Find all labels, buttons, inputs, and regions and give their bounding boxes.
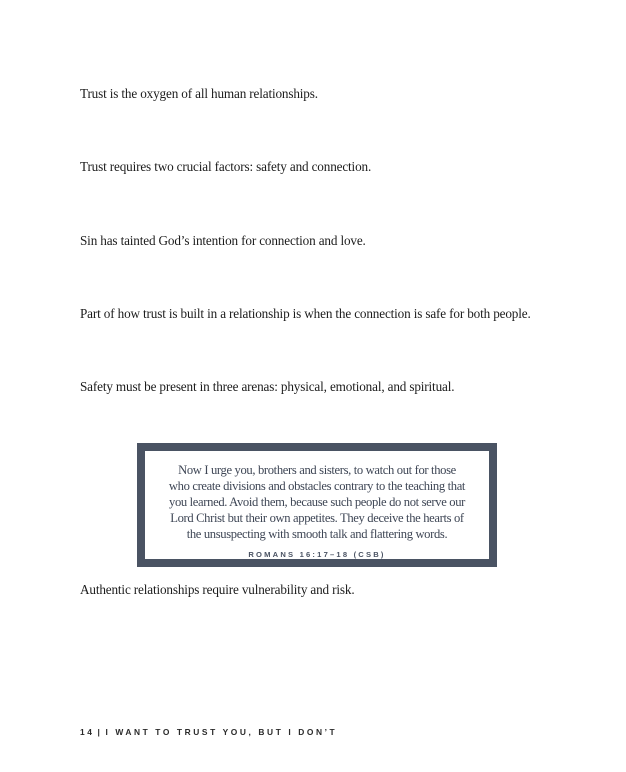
page-footer	[80, 727, 337, 737]
scripture-quote-line: Now I urge you, brothers and sisters, to watch out for those	[178, 463, 456, 477]
page-number: 14	[80, 727, 95, 737]
paragraph-authentic-relationships: Authentic relationships require vulnerability and risk.	[80, 582, 355, 597]
paragraph-sin-tainted: Sin has tainted God’s intention for connection and love.	[80, 233, 366, 248]
scripture-reference: ROMANS 16:17–18 (CSB)	[248, 550, 386, 559]
paragraph-trust-built: Part of how trust is built in a relationship is when the connection is safe for both people.	[80, 306, 531, 321]
scripture-quote-box	[137, 443, 497, 567]
book-title: I WANT TO TRUST YOU, BUT I DON’T	[105, 727, 338, 737]
paragraph-trust-factors: Trust requires two crucial factors: safety and connection.	[80, 159, 372, 174]
paragraph-safety-arenas: Safety must be present in three arenas: physical, emotional, and spiritual.	[80, 379, 455, 394]
scripture-quote-line: who create divisions and obstacles contrary to the teaching that	[168, 479, 466, 493]
scripture-quote-line: you learned. Avoid them, because such people do not serve our	[169, 495, 465, 509]
scripture-quote-inner	[145, 451, 489, 559]
scripture-quote-line: the unsuspecting with smooth talk and flattering words.	[186, 527, 448, 541]
scripture-quote-line: Lord Christ but their own appetites. They deceive the hearts of	[170, 511, 464, 525]
paragraph-trust-oxygen: Trust is the oxygen of all human relationships.	[80, 86, 318, 101]
footer-separator: |	[97, 727, 103, 737]
